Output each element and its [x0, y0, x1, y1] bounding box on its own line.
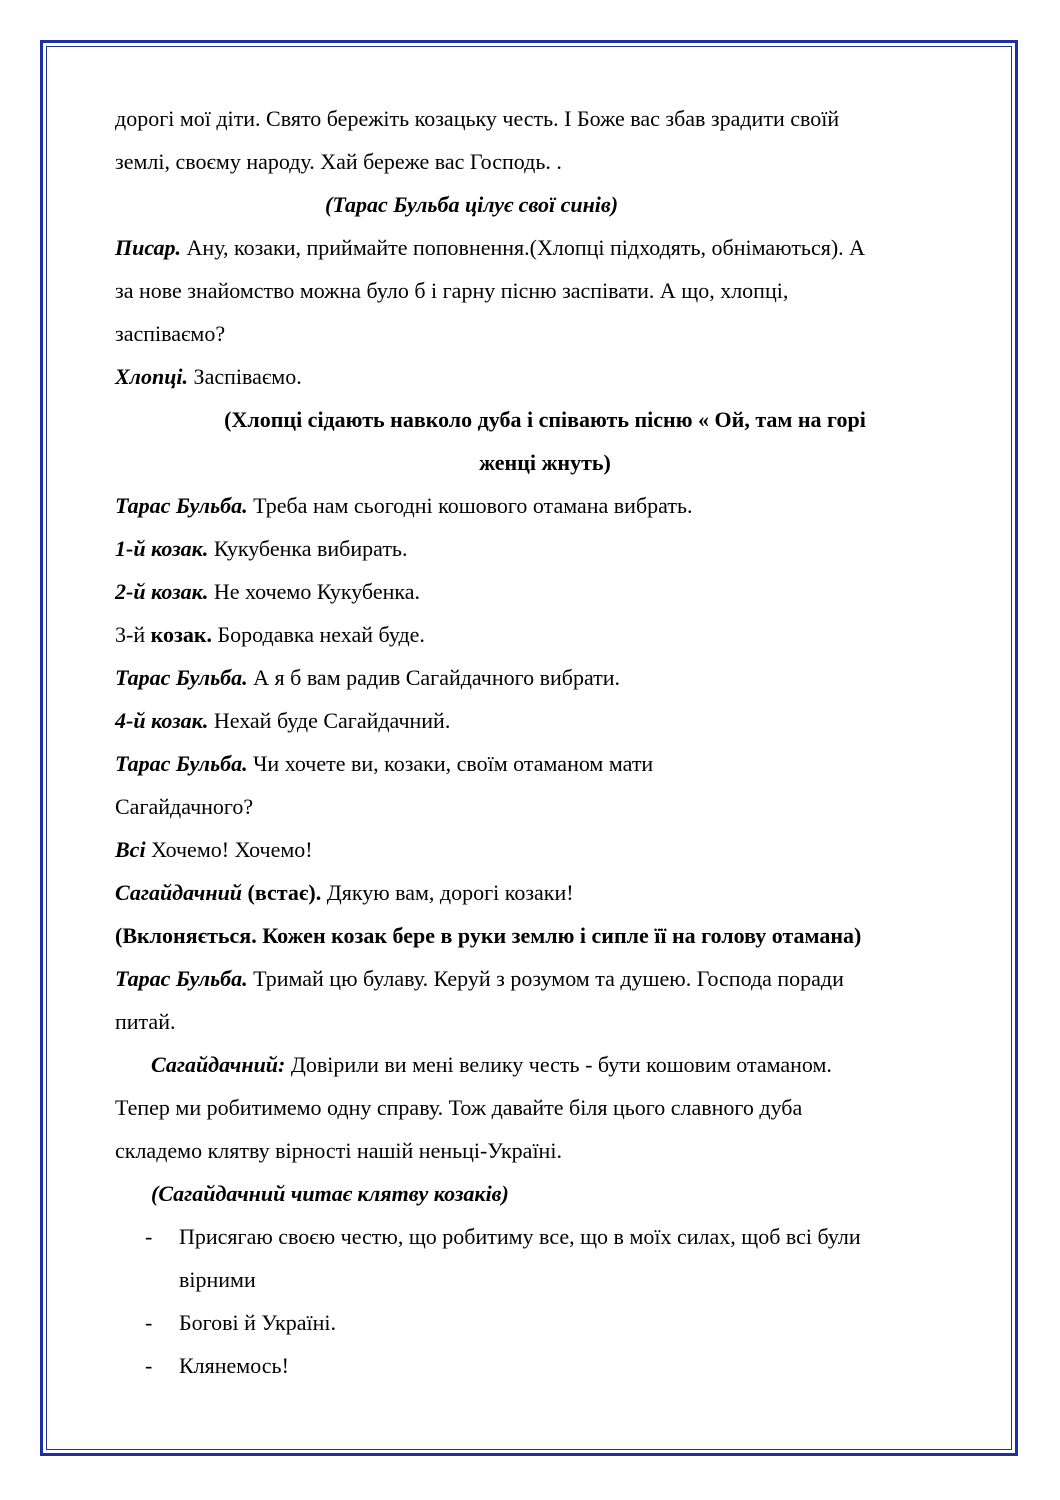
- dialogue-line: [115, 613, 975, 656]
- dialogue-text: Нехай буде Сагайдачний.: [208, 708, 451, 733]
- speaker-name: Тарас Бульба.: [115, 966, 248, 991]
- text-line: за нове знайомство можна було б і гарну пісню заспівати. А що, хлопці,: [115, 278, 789, 303]
- dialogue-text: Не хочемо Кукубенка.: [208, 579, 420, 604]
- text-line: Тепер ми робитимемо одну справу. Тож давайте біля цього славного дуба: [115, 1095, 803, 1120]
- dialogue-text: Кукубенка вибирать.: [208, 536, 408, 561]
- dialogue-line: [115, 957, 975, 1000]
- stage-direction-inline: (встає).: [242, 880, 322, 905]
- dialogue-text: А я б вам радив Сагайдачного вибрати.: [247, 665, 621, 690]
- list-dash: -: [145, 1224, 153, 1249]
- dialogue-line: [115, 699, 975, 742]
- text-line: землі, своєму народу. Хай береже вас Господь. .: [115, 149, 562, 174]
- speaker-name: Тарас Бульба.: [115, 493, 248, 518]
- speaker-name: 1-й козак.: [115, 536, 209, 561]
- text-line: заспіваємо?: [115, 321, 226, 346]
- stage-direction: (Хлопці сідають навколо дуба і співають пісню « Ой, там на горі: [224, 407, 866, 432]
- speaker-name: Сагайдачний: [115, 880, 243, 905]
- dialogue-line: [115, 656, 975, 699]
- text-line: дорогі мої діти. Свято бережіть козацьку честь. І Боже вас збав зрадити своїй: [115, 106, 840, 131]
- oath-list-item-continued: [115, 1258, 975, 1301]
- speaker-name: Сагайдачний:: [151, 1052, 286, 1077]
- dialogue-line: [115, 871, 975, 914]
- dialogue-text: Бородавка нехай буде.: [212, 622, 425, 647]
- speaker-name: 2-й козак.: [115, 579, 209, 604]
- speaker-name: Всі: [115, 837, 146, 862]
- dialogue-text: Довірили ви мені велику честь - бути кошовим отаманом.: [285, 1052, 832, 1077]
- dialogue-text: Тримай цю булаву. Керуй з розумом та душею. Господа поради: [247, 966, 844, 991]
- speaker-name: Хлопці.: [115, 364, 189, 389]
- oath-text: Клянемось!: [179, 1353, 289, 1378]
- text-line: питай.: [115, 1009, 176, 1034]
- dialogue-text: Заспіваємо.: [188, 364, 302, 389]
- dialogue-line: [115, 484, 975, 527]
- dialogue-text: Хочемо! Хочемо!: [145, 837, 313, 862]
- oath-list-item: [115, 1344, 975, 1387]
- oath-text: Богові й Україні.: [179, 1310, 336, 1335]
- oath-text: Присягаю своєю честю, що робитиму все, що в моїх силах, щоб всі були: [179, 1224, 861, 1249]
- dialogue-line: [115, 355, 975, 398]
- text-line: складемо клятву вірності нашій неньці-Україні.: [115, 1138, 562, 1163]
- dialogue-line: [115, 527, 975, 570]
- dialogue-line: [115, 1043, 975, 1086]
- speaker-name: 4-й козак.: [115, 708, 209, 733]
- list-dash: -: [145, 1310, 153, 1335]
- speaker-name: козак.: [150, 622, 213, 647]
- document-body: [115, 97, 975, 1387]
- speaker-name: Тарас Бульба.: [115, 665, 248, 690]
- oath-list-item: [115, 1301, 975, 1344]
- stage-direction: (Сагайдачний читає клятву козаків): [151, 1181, 509, 1206]
- text-line: Сагайдачного?: [115, 794, 254, 819]
- oath-text: вірними: [179, 1267, 256, 1292]
- stage-direction: (Вклоняється. Кожен козак бере в руки землю і сипле її на голову отамана): [115, 923, 862, 948]
- dialogue-text: Ану, козаки, приймайте поповнення.(Хлопці підходять, обнімаються). А: [181, 235, 866, 260]
- dialogue-text: Чи хочете ви, козаки, своїм отаманом мати: [247, 751, 654, 776]
- dialogue-line: [115, 226, 975, 269]
- dialogue-line: [115, 570, 975, 613]
- speaker-prefix: 3-й: [115, 622, 151, 647]
- dialogue-line: [115, 742, 975, 785]
- stage-direction: женці жнуть): [479, 450, 611, 475]
- dialogue-line: [115, 828, 975, 871]
- dialogue-text: Дякую вам, дорогі козаки!: [321, 880, 574, 905]
- dialogue-text: Треба нам сьогодні кошового отамана вибрать.: [247, 493, 693, 518]
- stage-direction: (Тарас Бульба цілує свої синів): [325, 192, 619, 217]
- speaker-name: Писар.: [115, 235, 182, 260]
- oath-list-item: [115, 1215, 975, 1258]
- list-dash: -: [145, 1353, 153, 1378]
- speaker-name: Тарас Бульба.: [115, 751, 248, 776]
